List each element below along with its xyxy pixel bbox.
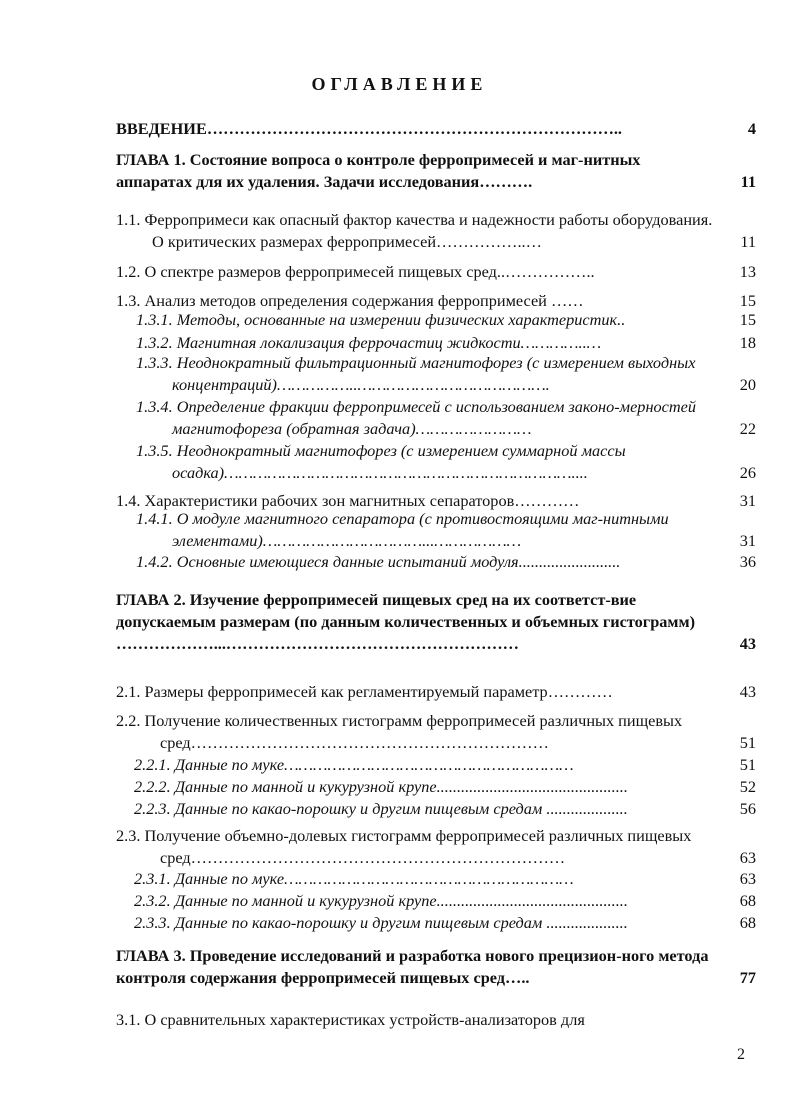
toc-entry-page: 15 <box>739 310 756 329</box>
toc-entry-2-2-3[interactable] <box>134 798 756 820</box>
toc-entry-page: 77 <box>739 968 756 987</box>
toc-entry-1-1[interactable] <box>116 209 756 253</box>
toc-entry-text: 2.2.2. Данные по манной и кукурузной крупе............................................... <box>134 777 628 796</box>
toc-entry-1-3-2[interactable] <box>136 332 756 354</box>
toc-entry-text: 2.3.2. Данные по манной и кукурузной крупе............................................... <box>134 891 628 910</box>
toc-entry-page: 51 <box>739 733 756 752</box>
toc-entry-page: 63 <box>739 869 756 888</box>
page-number: 2 <box>737 1046 745 1063</box>
toc-entry-text: 1.2. О спектре размеров ферропримесей пищевых сред..…………….. <box>116 262 595 281</box>
toc-entry-chapter-3[interactable] <box>116 945 756 989</box>
toc-entry-3-1[interactable] <box>116 1009 756 1031</box>
toc-entry-page: 31 <box>739 491 756 510</box>
toc-entry-text: 1.3.4. Определение фракции ферропримесей с использованием законо-мерностей магнитофореза (обратная задача)…………………… <box>136 397 697 438</box>
toc-entry-text: 3.1. О сравнительных характеристиках устройств-анализаторов для <box>116 1010 585 1029</box>
toc-entry-text: 2.3.3. Данные по какао-порошку и другим пищевым средам .................... <box>134 913 628 932</box>
toc-entry-2-2-1[interactable] <box>134 754 756 776</box>
toc-entry-text: 2.2. Получение количественных гистограмм ферропримесей различных пищевых сред………………………………………………………… <box>116 711 683 752</box>
toc-entry-page: 15 <box>739 291 756 310</box>
toc-entry-page: 43 <box>739 634 756 653</box>
toc-entry-text: 1.3.5. Неоднократный магнитофорез (с измерением суммарной массы осадка)……………………………………………………………….... <box>136 441 626 482</box>
toc-entry-1-2[interactable] <box>116 261 756 283</box>
toc-entry-text: ГЛАВА 3. Проведение исследований и разработка нового прецизион-ного метода контроля содержания ферропримесей пищевых сред….. <box>116 946 709 987</box>
toc-entry-2-3-2[interactable] <box>134 890 756 912</box>
toc-entry-chapter-2[interactable] <box>116 589 756 655</box>
toc-entry-page: 51 <box>739 755 756 774</box>
toc-entry-page: 36 <box>739 552 756 571</box>
toc-entry-page: 56 <box>739 799 756 818</box>
toc-title: ОГЛАВЛЕНИЕ <box>311 74 488 94</box>
toc-entry-page: 4 <box>747 119 756 138</box>
toc-entry-page: 11 <box>740 172 756 191</box>
toc-entry-1-3-5[interactable] <box>136 440 756 484</box>
toc-entry-page: 26 <box>739 463 756 482</box>
toc-entry-text: 2.3. Получение объемно-долевых гистограмм ферропримесей различных пищевых сред…………………………………………………………… <box>116 826 692 867</box>
toc-entry-page: 18 <box>739 333 756 352</box>
toc-entry-page: 68 <box>739 913 756 932</box>
toc-entry-text: ВВЕДЕНИЕ………………………………………………………………….. <box>116 119 622 138</box>
toc-entry-page: 13 <box>739 262 756 281</box>
toc-entry-chapter-1[interactable] <box>116 149 756 193</box>
toc-entry-1-4-1[interactable] <box>136 508 756 552</box>
toc-entry-text: 2.3.1. Данные по муке…………………………………………………… <box>134 869 574 888</box>
toc-entry-1-3-3[interactable] <box>136 352 756 396</box>
toc-entry-page: 20 <box>739 375 756 394</box>
toc-entry-text: ГЛАВА 2. Изучение ферропримесей пищевых сред на их соответст-вие допускаемым размерам (по данным количественных и объемных гистограмм) ………………...……………………………………………… <box>116 590 695 653</box>
toc-entry-page: 68 <box>739 891 756 910</box>
toc-entry-1-3-1[interactable] <box>136 309 756 331</box>
toc-entry-2-1[interactable] <box>116 681 756 703</box>
toc-entry-text: 1.3.2. Магнитная локализация феррочастиц жидкости…………..… <box>136 333 602 352</box>
toc-entry-2-3-1[interactable] <box>134 868 756 890</box>
toc-entry-text: 1.3.1. Методы, основанные на измерении физических характеристик.. <box>136 310 626 329</box>
toc-entry-text: 2.1. Размеры ферропримесей как регламентируемый параметр………… <box>116 682 613 701</box>
toc-entry-2-3[interactable] <box>116 825 756 869</box>
toc-entry-1-4-2[interactable] <box>136 551 756 573</box>
toc-entry-page: 43 <box>739 682 756 701</box>
toc-entry-text: 1.4.2. Основные имеющиеся данные испытаний модуля......................... <box>136 552 621 571</box>
toc-entry-text: 1.3. Анализ методов определения содержания ферропримесей …… <box>116 291 584 310</box>
toc-entry-2-2-2[interactable] <box>134 776 756 798</box>
toc-entry-page: 22 <box>739 419 756 438</box>
toc-entry-page: 11 <box>740 232 756 251</box>
toc-entry-text: 2.2.3. Данные по какао-порошку и другим пищевым средам .................... <box>134 799 628 818</box>
toc-entry-text: 2.2.1. Данные по муке…………………………………………………… <box>134 755 574 774</box>
toc-entry-text: 1.4. Характеристики рабочих зон магнитных сепараторов………… <box>116 491 580 510</box>
toc-entry-page: 52 <box>739 777 756 796</box>
toc-entry-text: 1.4.1. О модуле магнитного сепаратора (с противостоящими маг-нитными элементами)……………………………...……………… <box>136 509 669 550</box>
toc-entry-page: 63 <box>739 848 756 867</box>
toc-entry-text: ГЛАВА 1. Состояние вопроса о контроле ферропримесей и маг-нитных аппаратах для их удаления. Задачи исследования………. <box>116 150 641 191</box>
toc-entry-text: 1.1. Ферропримеси как опасный фактор качества и надежности работы оборудования. О критических размерах ферропримесей……………..… <box>116 210 713 251</box>
toc-entry-page: 31 <box>739 531 756 550</box>
toc-entry-introduction[interactable] <box>116 118 756 140</box>
toc-entry-2-2[interactable] <box>116 710 756 754</box>
toc-entry-1-3-4[interactable] <box>136 396 756 440</box>
toc-entry-text: 1.3.3. Неоднократный фильтрационный магнитофорез (с измерением выходных концентраций)……………..…………………………………. <box>136 353 696 394</box>
toc-entry-2-3-3[interactable] <box>134 912 756 934</box>
